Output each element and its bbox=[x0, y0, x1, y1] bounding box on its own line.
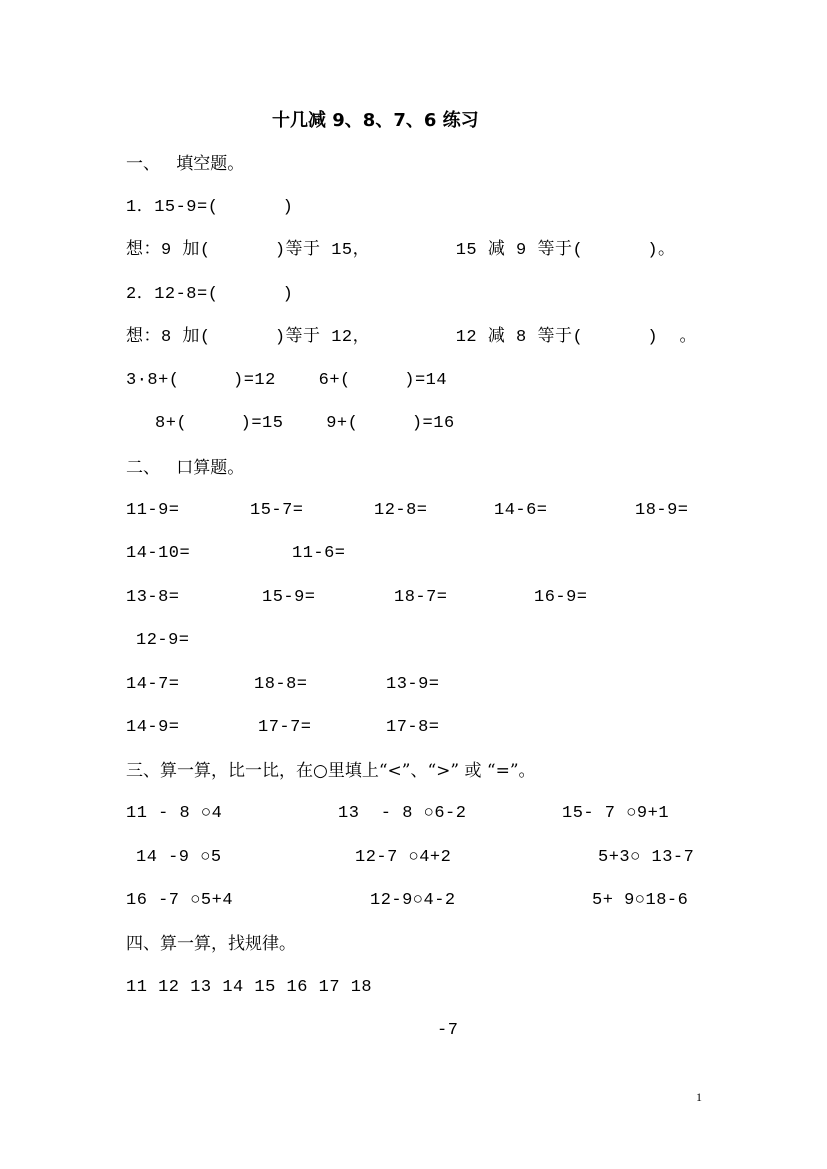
page-number: 1 bbox=[696, 1090, 702, 1104]
section-1-heading: 一、 填空题。 bbox=[126, 154, 245, 174]
oral-item: 17-8= bbox=[386, 718, 440, 737]
oral-item: 11-9= bbox=[126, 501, 180, 520]
oral-item: 14-7= bbox=[126, 675, 180, 694]
number-sequence: 11 12 13 14 15 16 17 18 bbox=[126, 978, 373, 997]
oral-item: 18-8= bbox=[254, 675, 308, 694]
question-3-row-2: 8+( )=15 9+( )=16 bbox=[155, 414, 455, 433]
oral-item: 15-7= bbox=[250, 501, 304, 520]
oral-item: 18-7= bbox=[394, 588, 448, 607]
question-3-row-1: 3·8+( )=12 6+( )=14 bbox=[126, 371, 448, 390]
compare-item: 5+3○ 13-7 bbox=[598, 848, 695, 867]
question-2: 2．12-8=( ) bbox=[126, 285, 294, 304]
oral-item: 17-7= bbox=[258, 718, 312, 737]
question-1: 1．15-9=( ) bbox=[126, 198, 294, 217]
compare-item: 5+ 9○18-6 bbox=[592, 891, 689, 910]
section-2-heading: 二、 口算题。 bbox=[126, 458, 245, 478]
compare-item: 14 -9 ○5 bbox=[136, 848, 222, 867]
compare-item: 12-9○4-2 bbox=[370, 891, 456, 910]
question-2-hint: 想：8 加( )等于 12， 12 减 8 等于( ) 。 bbox=[126, 328, 697, 347]
compare-item: 12-7 ○4+2 bbox=[355, 848, 452, 867]
oral-item: 12-9= bbox=[136, 631, 190, 650]
oral-item: 11-6= bbox=[292, 544, 346, 563]
oral-item: 15-9= bbox=[262, 588, 316, 607]
oral-item: 14-9= bbox=[126, 718, 180, 737]
section-4-heading: 四、算一算，找规律。 bbox=[126, 934, 296, 954]
oral-item: 14-6= bbox=[494, 501, 548, 520]
operation-label: -7 bbox=[437, 1021, 459, 1040]
oral-item: 12-8= bbox=[374, 501, 428, 520]
oral-item: 13-9= bbox=[386, 675, 440, 694]
oral-item: 14-10= bbox=[126, 544, 191, 563]
compare-item: 13 - 8 ○6-2 bbox=[338, 804, 467, 823]
oral-item: 18-9= bbox=[635, 501, 689, 520]
oral-item: 16-9= bbox=[534, 588, 588, 607]
compare-item: 11 - 8 ○4 bbox=[126, 804, 223, 823]
oral-item: 13-8= bbox=[126, 588, 180, 607]
section-3-heading: 三、算一算，比一比，在○里填上“<”、“>” 或 “=”。 bbox=[126, 761, 536, 781]
question-1-hint: 想：9 加( )等于 15， 15 减 9 等于( )。 bbox=[126, 241, 676, 260]
compare-item: 16 -7 ○5+4 bbox=[126, 891, 234, 910]
page-title: 十几减 9、8、7、6 练习 bbox=[272, 110, 479, 131]
compare-item: 15- 7 ○9+1 bbox=[562, 804, 670, 823]
